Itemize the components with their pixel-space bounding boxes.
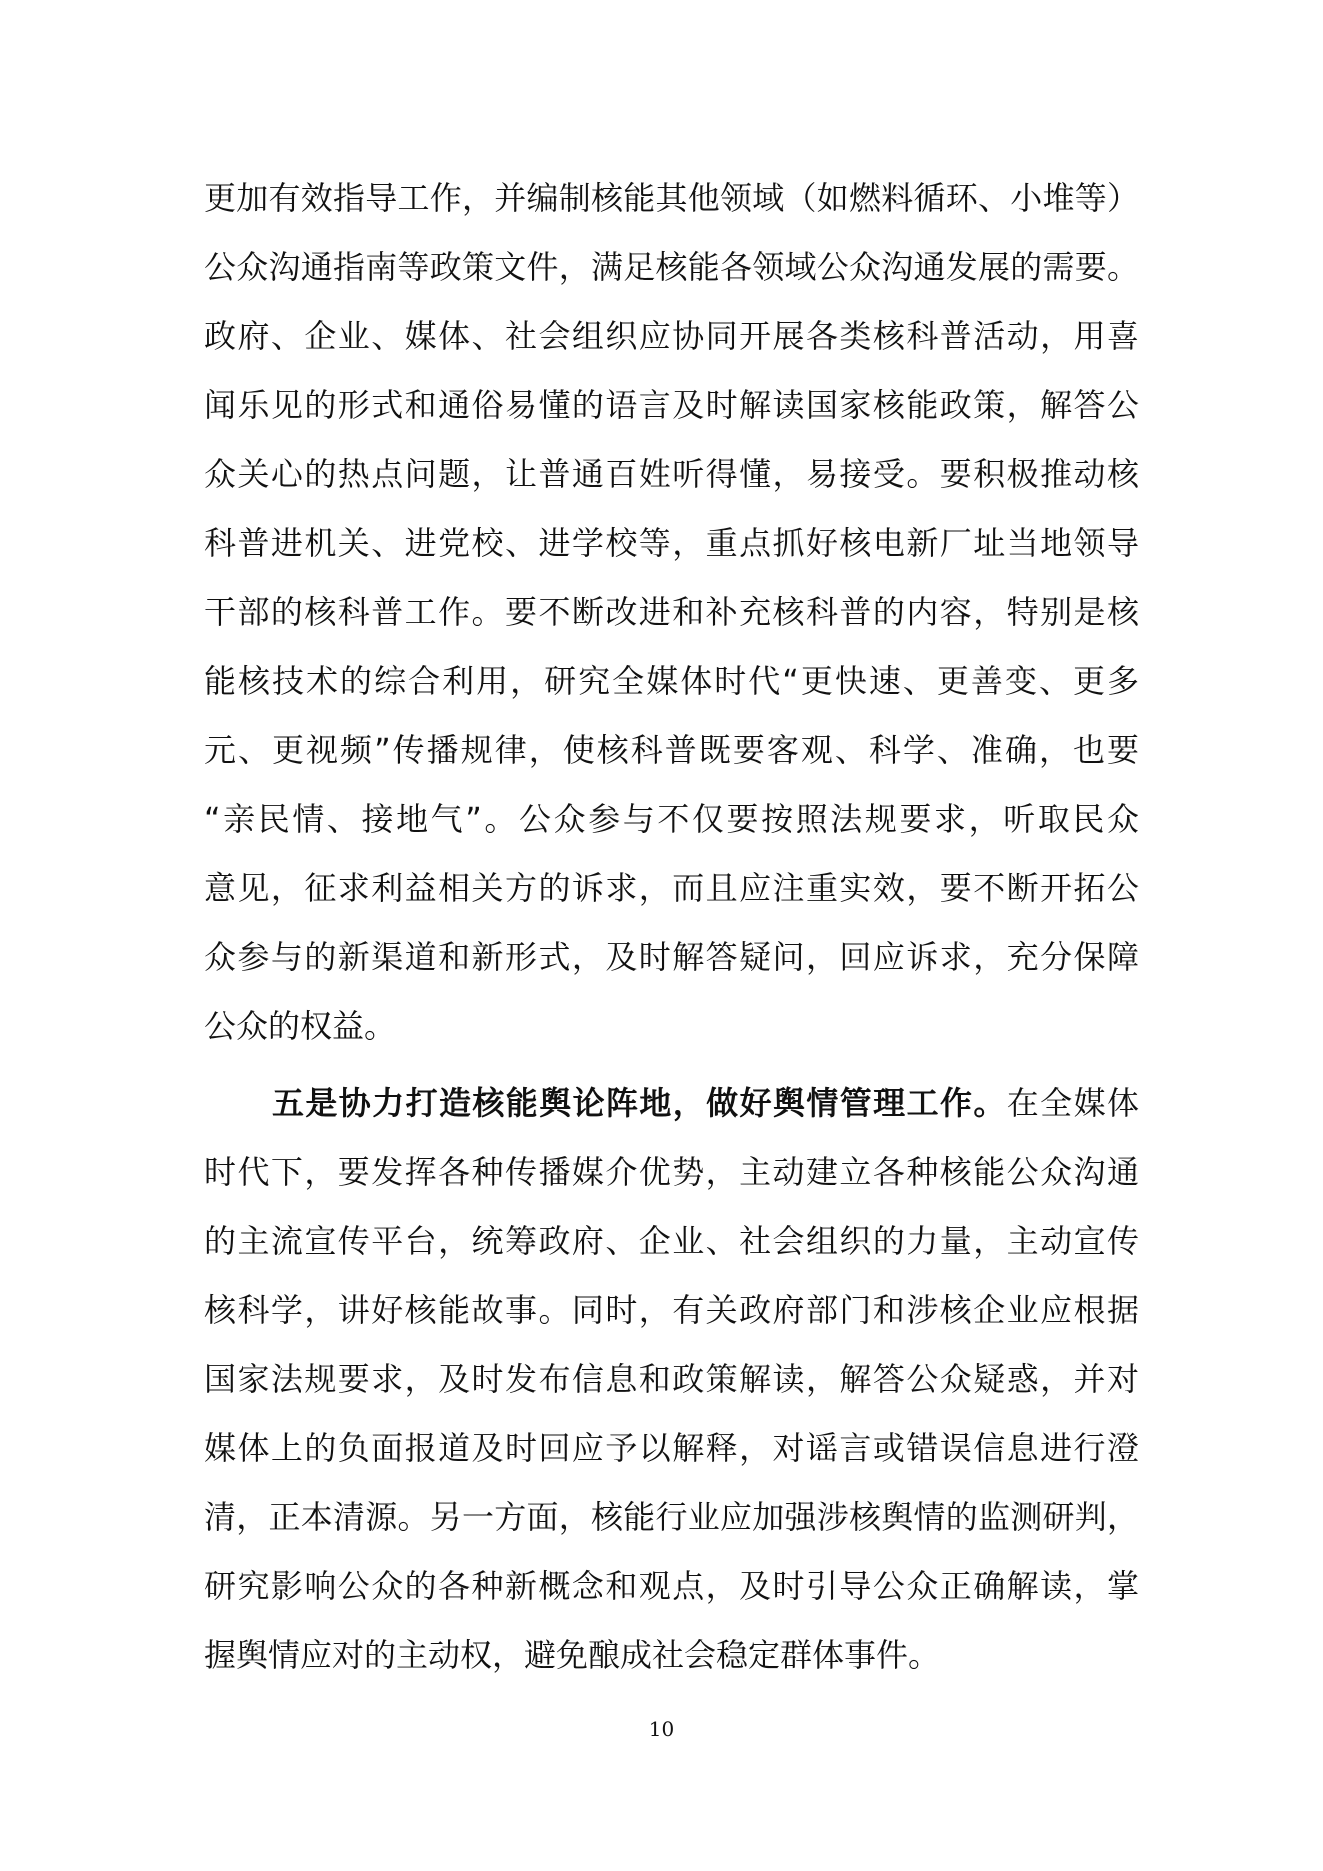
text-line: 握舆情应对的主动权，避免酿成社会稳定群体事件。 [204, 1636, 941, 1674]
text-line: 元、更视频”传播规律，使核科普既要客观、科学、准确，也要 [204, 731, 1139, 769]
heading-continuation: 在全媒体 [1006, 1084, 1139, 1122]
text-line: 的主流宣传平台，统筹政府、企业、社会组织的力量，主动宣传 [204, 1222, 1139, 1260]
text-line: 意见，征求利益相关方的诉求，而且应注重实效，要不断开拓公 [204, 869, 1139, 907]
text-line: 国家法规要求，及时发布信息和政策解读，解答公众疑惑，并对 [204, 1360, 1139, 1398]
text-line: 政府、企业、媒体、社会组织应协同开展各类核科普活动，用喜 [204, 317, 1139, 355]
text-line: 时代下，要发挥各种传播媒介优势，主动建立各种核能公众沟通 [204, 1153, 1139, 1191]
text-line: 干部的核科普工作。要不断改进和补充核科普的内容，特别是核 [204, 593, 1139, 631]
text-line: 能核技术的综合利用，研究全媒体时代“更快速、更善变、更多 [204, 662, 1139, 700]
text-line: 研究影响公众的各种新概念和观点，及时引导公众正确解读，掌 [204, 1567, 1139, 1605]
text-line: 公众的权益。 [204, 1007, 397, 1045]
text-line: 众关心的热点问题，让普通百姓听得懂，易接受。要积极推动核 [204, 455, 1139, 493]
text-line: 众参与的新渠道和新形式，及时解答疑问，回应诉求，充分保障 [204, 938, 1139, 976]
text-line: “亲民情、接地气”。公众参与不仅要按照法规要求，听取民众 [204, 800, 1139, 838]
page-number: 10 [648, 1717, 675, 1741]
text-line: 媒体上的负面报道及时回应予以解释，对谣言或错误信息进行澄 [204, 1429, 1139, 1467]
section-heading: 五是协力打造核能舆论阵地，做好舆情管理工作。 [272, 1084, 1007, 1122]
text-line: 核科学，讲好核能故事。同时，有关政府部门和涉核企业应根据 [204, 1291, 1139, 1329]
text-line: 闻乐见的形式和通俗易懂的语言及时解读国家核能政策，解答公 [204, 386, 1139, 424]
text-line: 更加有效指导工作，并编制核能其他领域（如燃料循环、小堆等） [204, 179, 1139, 217]
paragraph-first-line [272, 1078, 1139, 1128]
text-line: 科普进机关、进党校、进学校等，重点抓好核电新厂址当地领导 [204, 524, 1139, 562]
text-line: 清，正本清源。另一方面，核能行业应加强涉核舆情的监测研判， [204, 1498, 1139, 1536]
text-line: 公众沟通指南等政策文件，满足核能各领域公众沟通发展的需要。 [204, 248, 1139, 286]
